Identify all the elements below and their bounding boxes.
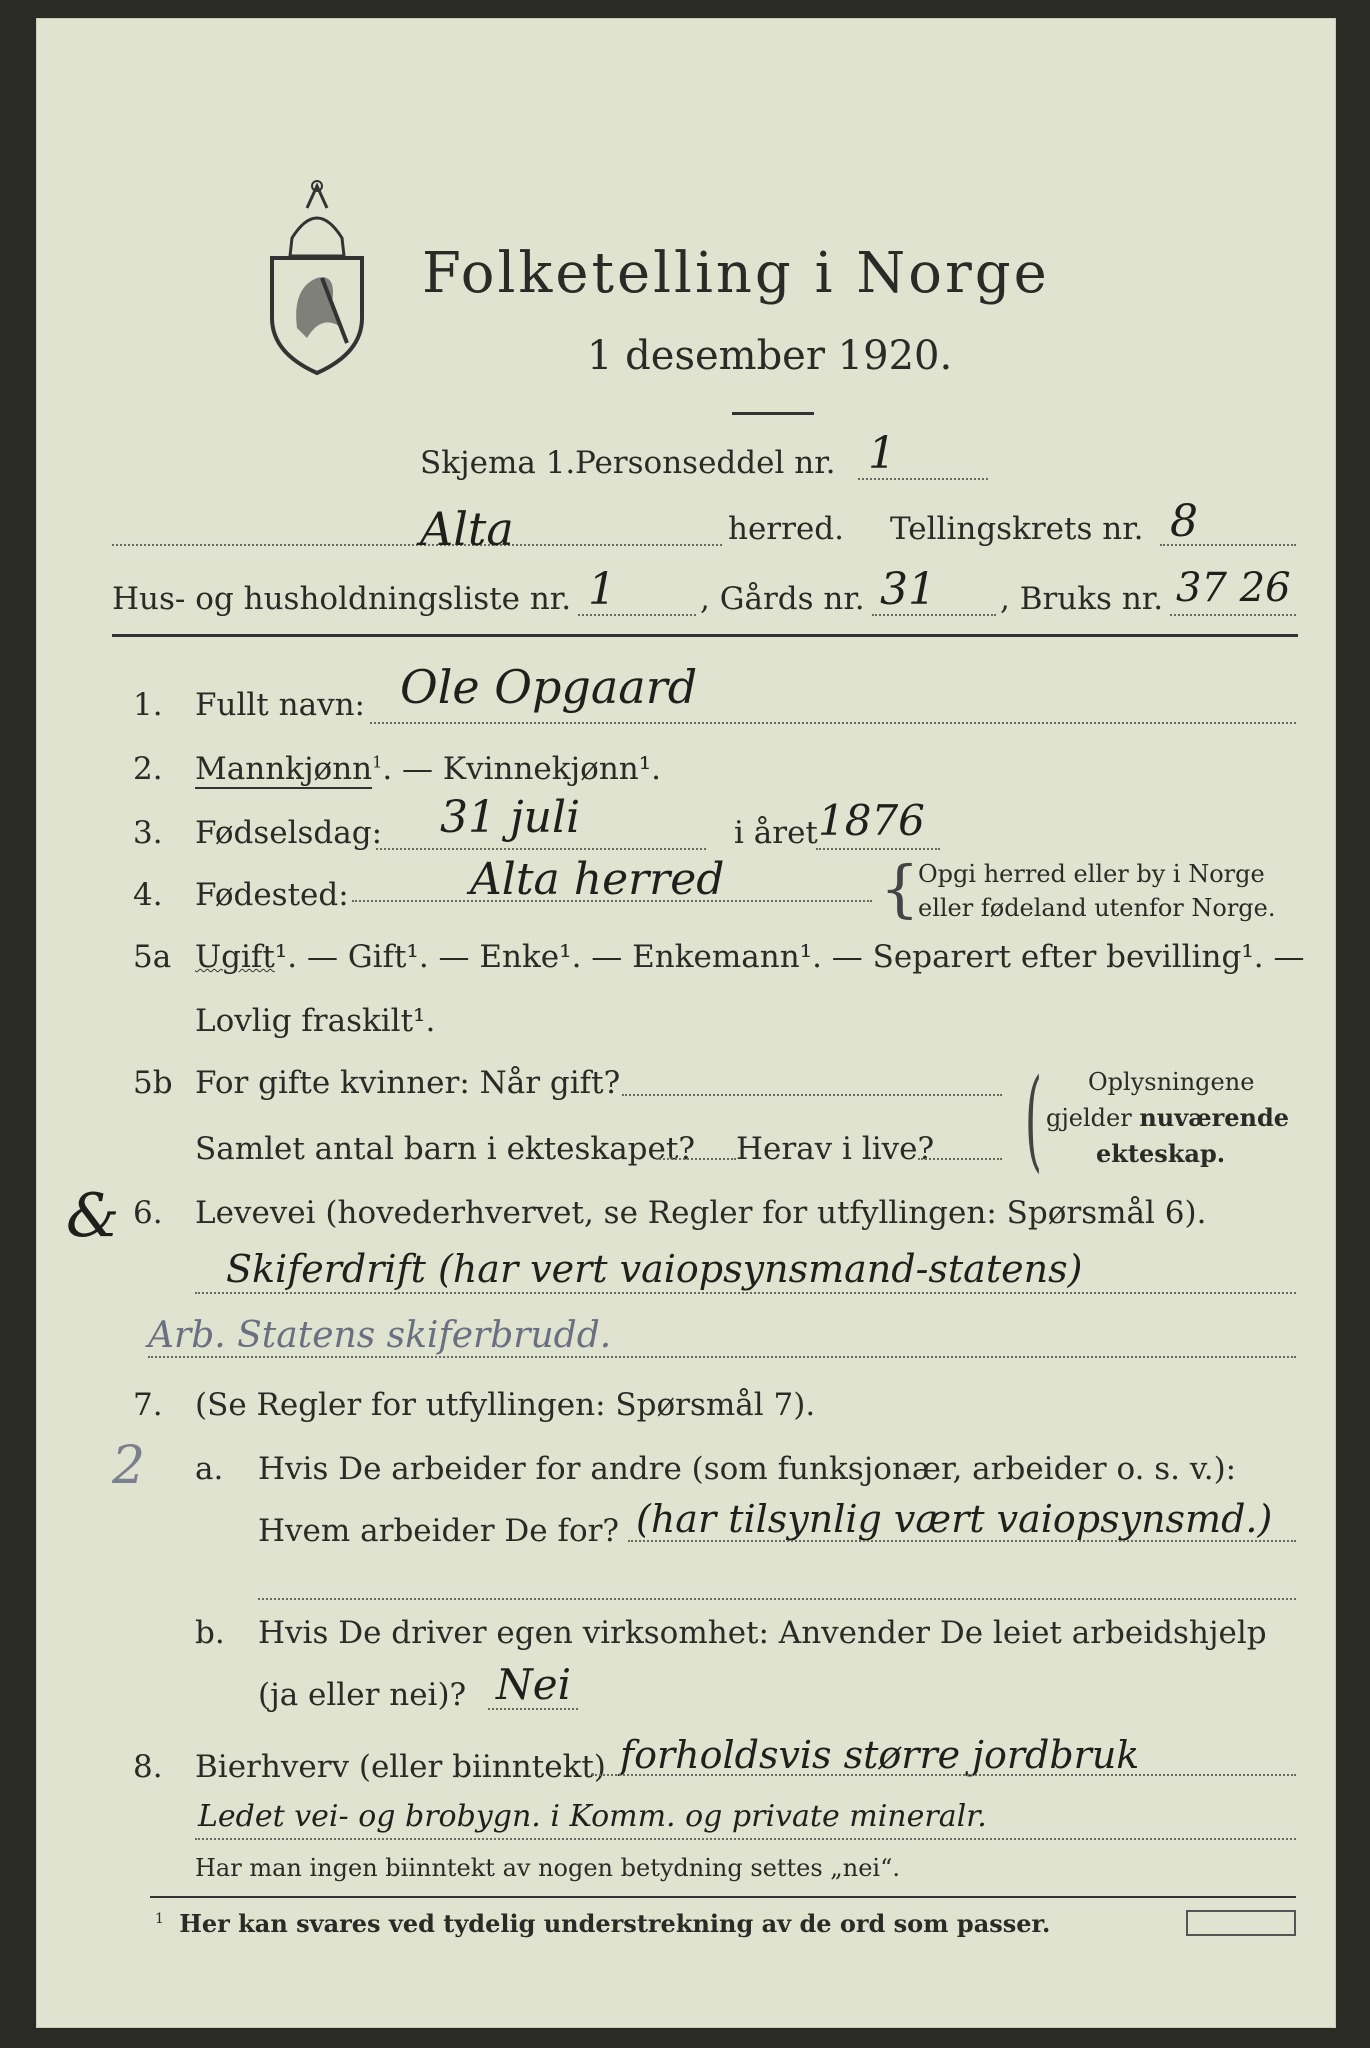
q4-note-2: eller fødeland utenfor Norge.	[918, 894, 1276, 922]
personseddel-label: Personseddel nr.	[575, 445, 836, 481]
q5b-line2b: Herav i live?	[736, 1131, 935, 1167]
q1-number: 1.	[133, 687, 163, 723]
q4-value: Alta herred	[470, 854, 725, 905]
q6-value-2: Arb. Statens skiferbrudd.	[148, 1315, 612, 1356]
title-divider	[732, 412, 814, 415]
q8-label: Bierhverv (eller biinntekt)	[195, 1749, 606, 1785]
q2-sup: 1	[372, 752, 383, 772]
tellingskrets-label: Tellingskrets nr.	[890, 511, 1144, 547]
q3-year-label: i året	[734, 815, 818, 851]
q7a-dots-1	[628, 1540, 1296, 1542]
q5a-ugift: Ugift	[195, 939, 275, 975]
q5a-text	[195, 939, 1305, 975]
q3-label: Fødselsdag:	[195, 815, 383, 851]
q1-value: Ole Opgaard	[400, 660, 698, 714]
footnote: $^1$ Her kan svares ved tydelig understrekning av de ord som passer.	[155, 1909, 1051, 1938]
q3-year-value: 1876	[818, 796, 925, 845]
q5b-live-dots	[918, 1158, 1002, 1160]
q3-dots	[376, 848, 706, 850]
page-title: Folketelling i Norge	[422, 241, 1050, 306]
q5b-gift-dots	[622, 1094, 1002, 1096]
q5a-line2: Lovlig fraskilt¹.	[195, 1003, 436, 1039]
skjema-label: Skjema 1.	[420, 445, 576, 481]
q7-number: 7.	[133, 1387, 163, 1423]
q3-year-dots	[816, 848, 940, 850]
q8-value-2: Ledet vei- og brobygn. i Komm. og private mineralr.	[198, 1799, 987, 1834]
q7a-dots-2	[258, 1598, 1296, 1600]
q5b-barn-dots	[656, 1158, 736, 1160]
norway-coat-of-arms-icon	[262, 178, 372, 378]
q8-dots-2	[195, 1838, 1296, 1840]
q7-margin-mark: 2	[112, 1436, 146, 1496]
q5b-note-2: gjelder nuværende	[1046, 1103, 1290, 1132]
herred-label: herred.	[728, 511, 844, 547]
q2-text	[195, 751, 662, 787]
q8-value-1: forholdsvis større jordbruk	[620, 1733, 1140, 1777]
husliste-label: Hus- og husholdningsliste nr.	[112, 581, 572, 617]
footnote-rule	[150, 1896, 1296, 1898]
q7b-line2: (ja eller nei)?	[258, 1677, 467, 1713]
q6-dots-1	[195, 1292, 1296, 1294]
q7-label: (Se Regler for utfyllingen: Spørsmål 7).	[195, 1387, 816, 1423]
q4-brace: {	[880, 852, 920, 925]
q5b-line2a: Samlet antal barn i ekteskapet?	[195, 1131, 695, 1167]
q2-mann: Mannkjønn	[195, 751, 373, 787]
bruks-label: , Bruks nr.	[1000, 581, 1164, 617]
q3-number: 3.	[133, 815, 163, 851]
personseddel-dots	[858, 478, 988, 480]
q7b-letter: b.	[195, 1615, 225, 1651]
q4-note-1: Opgi herred eller by i Norge	[918, 860, 1265, 888]
husliste-dots	[578, 614, 696, 616]
q7a-line2: Hvem arbeider De for?	[258, 1513, 620, 1549]
q8-note: Har man ingen biinntekt av nogen betydning settes „nei“.	[195, 1854, 900, 1882]
printer-stamp	[1186, 1910, 1296, 1936]
q5b-line1: For gifte kvinner: Når gift?	[195, 1065, 621, 1101]
q6-number: 6.	[133, 1195, 163, 1231]
q2-rest: . — Kvinnekjønn¹.	[382, 751, 662, 787]
q3-value: 31 juli	[440, 792, 581, 843]
q6-value-1: Skiferdrift (har vert vaiopsynsmand-statens)	[226, 1247, 1083, 1291]
q6-dots-2	[148, 1356, 1296, 1358]
q5b-bracket: (	[1024, 1055, 1043, 1183]
tellingskrets-value: 8	[1170, 496, 1198, 547]
q4-dots	[352, 900, 872, 902]
bruks-value: 37 26	[1176, 565, 1291, 611]
herred-value: Alta	[420, 502, 514, 556]
gards-dots	[872, 614, 996, 616]
census-date: 1 desember 1920.	[587, 333, 953, 379]
q7b-dots	[488, 1708, 578, 1710]
q6-label: Levevei (hovederhvervet, se Regler for utfyllingen: Spørsmål 6).	[195, 1195, 1207, 1231]
tellingskrets-dots	[1160, 544, 1296, 546]
husliste-value: 1	[588, 564, 616, 615]
q5a-rest: ¹. — Gift¹. — Enke¹. — Enkemann¹. — Separert efter bevilling¹. —	[274, 939, 1305, 975]
q4-label: Fødested:	[195, 877, 349, 913]
q7a-line1: Hvis De arbeider for andre (som funksjonær, arbeider o. s. v.):	[258, 1451, 1237, 1487]
gards-label: , Gårds nr.	[700, 581, 865, 617]
q1-label: Fullt navn:	[195, 687, 365, 723]
q7b-value: Nei	[496, 1660, 572, 1709]
q1-dots	[370, 722, 1296, 724]
q5b-note-1: Oplysningene	[1088, 1068, 1255, 1096]
q6-margin-mark: &	[66, 1181, 120, 1251]
q8-number: 8.	[133, 1749, 163, 1785]
q5b-note-3: ekteskap.	[1096, 1139, 1226, 1168]
q8-dots-1	[592, 1774, 1296, 1776]
header-rule	[112, 634, 1298, 637]
q5b-number: 5b	[133, 1065, 173, 1101]
q7b-line1: Hvis De driver egen virksomhet: Anvender De leiet arbeidshjelp	[258, 1615, 1267, 1651]
q7a-letter: a.	[195, 1451, 224, 1487]
q4-number: 4.	[133, 877, 163, 913]
bruks-dots	[1170, 614, 1296, 616]
herred-dots	[112, 544, 722, 546]
q2-number: 2.	[133, 751, 163, 787]
q7a-value: (har tilsynlig vært vaiopsynsmd.)	[636, 1497, 1273, 1541]
gards-value: 31	[880, 564, 936, 615]
q5a-number: 5a	[133, 939, 172, 975]
personseddel-value: 1	[868, 428, 896, 479]
